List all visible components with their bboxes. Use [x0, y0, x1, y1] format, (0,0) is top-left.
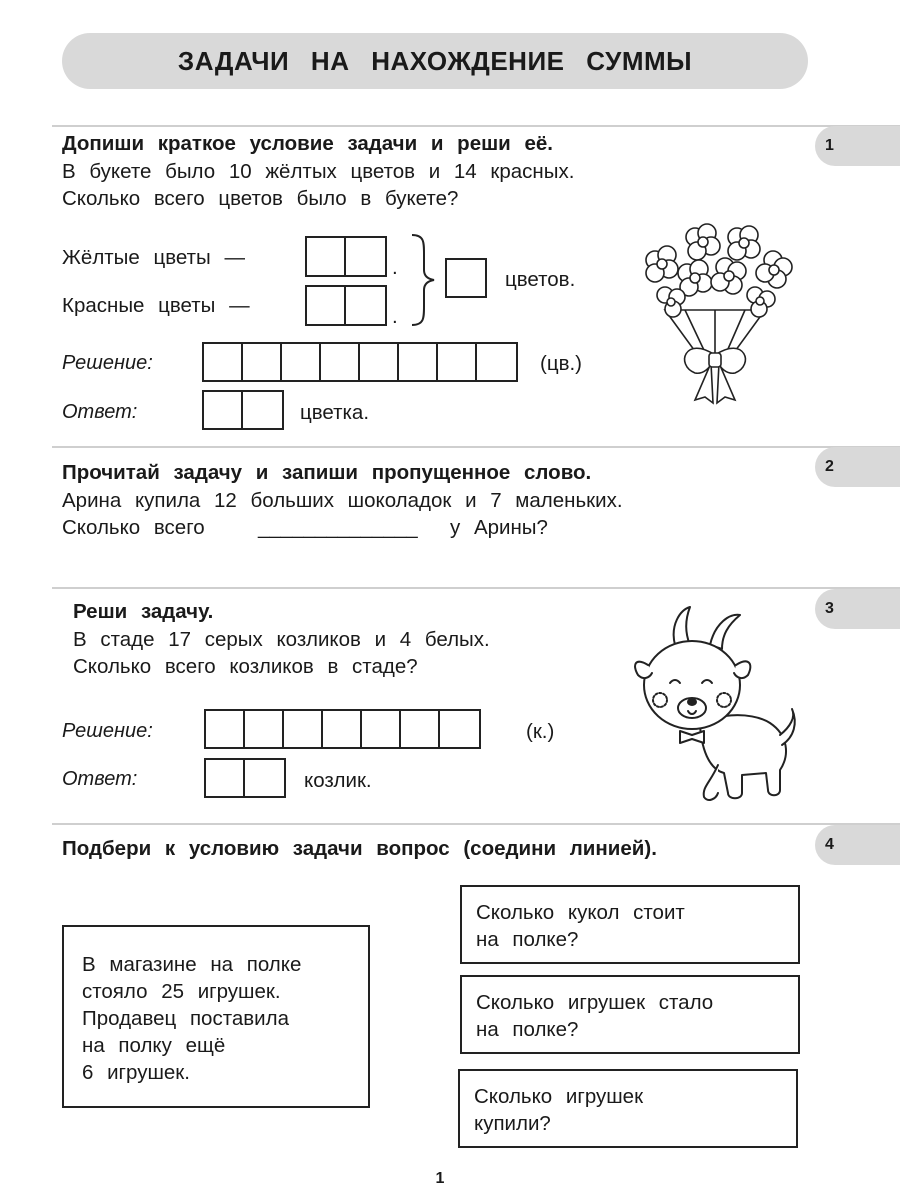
task2-text-line2-start: Сколько всего — [62, 516, 205, 539]
task4-heading: Подбери к условию задачи вопрос (соедини линией). — [62, 837, 657, 860]
task2-text-line2-end: у Арины? — [450, 516, 548, 539]
answer-cell[interactable] — [307, 287, 346, 324]
answer-cell[interactable] — [243, 344, 282, 380]
answer-cell[interactable] — [346, 238, 385, 275]
task4-question-1[interactable] — [460, 885, 800, 964]
condition-line: В магазине на полке — [82, 953, 302, 976]
curly-brace-icon — [408, 232, 438, 328]
answer-cell[interactable] — [204, 392, 243, 428]
task1-solution-cells[interactable] — [202, 342, 518, 382]
task1-yellow-cells[interactable] — [305, 236, 387, 277]
task2-text-line1: Арина купила 12 больших шоколадок и 7 маленьких. — [62, 489, 623, 512]
answer-cell[interactable] — [362, 711, 401, 747]
bouquet-icon — [625, 215, 805, 405]
question-line: Сколько кукол стоит — [476, 901, 685, 924]
answer-cell[interactable] — [401, 711, 440, 747]
task1-text-line1: В букете было 10 жёлтых цветов и 14 красных. — [62, 160, 575, 183]
goat-icon — [630, 605, 800, 805]
task3-text-line1: В стаде 17 серых козликов и 4 белых. — [73, 628, 490, 651]
answer-cell[interactable] — [438, 344, 477, 380]
task2-separator — [52, 446, 900, 448]
task1-total-cell[interactable] — [445, 258, 487, 298]
task4-question-2[interactable] — [460, 975, 800, 1054]
task3-answer-unit: козлик. — [304, 769, 372, 792]
question-line: Сколько игрушек стало — [476, 991, 714, 1014]
task3-solution-unit: (к.) — [526, 720, 555, 743]
answer-cell[interactable] — [245, 760, 284, 796]
task1-number-tab: 1 — [815, 126, 900, 166]
task1-yellow-label: Жёлтые цветы — — [62, 246, 245, 269]
task1-red-dot: . — [392, 305, 398, 328]
answer-cell[interactable] — [346, 287, 385, 324]
answer-cell[interactable] — [245, 711, 284, 747]
answer-cell[interactable] — [307, 238, 346, 275]
task3-answer-cells[interactable] — [204, 758, 286, 798]
answer-cell[interactable] — [321, 344, 360, 380]
task1-heading: Допиши краткое условие задачи и реши её. — [62, 132, 553, 155]
question-line: на полке? — [476, 928, 579, 951]
task3-heading: Реши задачу. — [73, 600, 214, 623]
task4-condition-box[interactable] — [62, 925, 370, 1108]
task4-question-3[interactable] — [458, 1069, 798, 1148]
task1-separator — [52, 125, 900, 127]
question-line: купили? — [474, 1112, 551, 1135]
answer-cell[interactable] — [206, 760, 245, 796]
condition-line: 6 игрушек. — [82, 1061, 190, 1084]
task3-text-line2: Сколько всего козликов в стаде? — [73, 655, 418, 678]
page-number: 1 — [435, 1170, 445, 1187]
question-line: на полке? — [476, 1018, 579, 1041]
answer-cell[interactable] — [477, 344, 516, 380]
question-line: Сколько игрушек — [474, 1085, 644, 1108]
task3-answer-label: Ответ: — [62, 768, 138, 790]
task1-solution-label: Решение: — [62, 352, 153, 374]
answer-cell[interactable] — [204, 344, 243, 380]
task2-number-tab: 2 — [815, 447, 900, 487]
answer-cell[interactable] — [440, 711, 479, 747]
task1-answer-cells[interactable] — [202, 390, 284, 430]
answer-cell[interactable] — [282, 344, 321, 380]
task1-red-label: Красные цветы — — [62, 294, 250, 317]
answer-cell[interactable] — [243, 392, 282, 428]
task2-heading: Прочитай задачу и запиши пропущенное слово. — [62, 461, 592, 484]
task1-red-cells[interactable] — [305, 285, 387, 326]
task3-separator — [52, 587, 900, 589]
condition-line: стояло 25 игрушек. — [82, 980, 281, 1003]
task1-answer-unit: цветка. — [300, 401, 370, 424]
task3-number-tab: 3 — [815, 589, 900, 629]
answer-cell[interactable] — [206, 711, 245, 747]
task2-blank[interactable]: ______________ — [258, 516, 418, 539]
page-title: ЗАДАЧИ НА НАХОЖДЕНИЕ СУММЫ — [62, 33, 808, 89]
task1-yellow-dot: . — [392, 256, 398, 279]
task3-solution-label: Решение: — [62, 720, 153, 742]
condition-line: Продавец поставила — [82, 1007, 289, 1030]
task1-answer-label: Ответ: — [62, 401, 138, 423]
task3-solution-cells[interactable] — [204, 709, 481, 749]
task1-total-unit: цветов. — [505, 268, 576, 291]
answer-cell[interactable] — [284, 711, 323, 747]
answer-cell[interactable] — [360, 344, 399, 380]
answer-cell[interactable] — [399, 344, 438, 380]
task4-number-tab: 4 — [815, 825, 900, 865]
task1-text-line2: Сколько всего цветов было в букете? — [62, 187, 459, 210]
answer-cell[interactable] — [323, 711, 362, 747]
condition-line: на полку ещё — [82, 1034, 226, 1057]
task1-solution-unit: (цв.) — [540, 352, 582, 375]
task4-separator — [52, 823, 900, 825]
